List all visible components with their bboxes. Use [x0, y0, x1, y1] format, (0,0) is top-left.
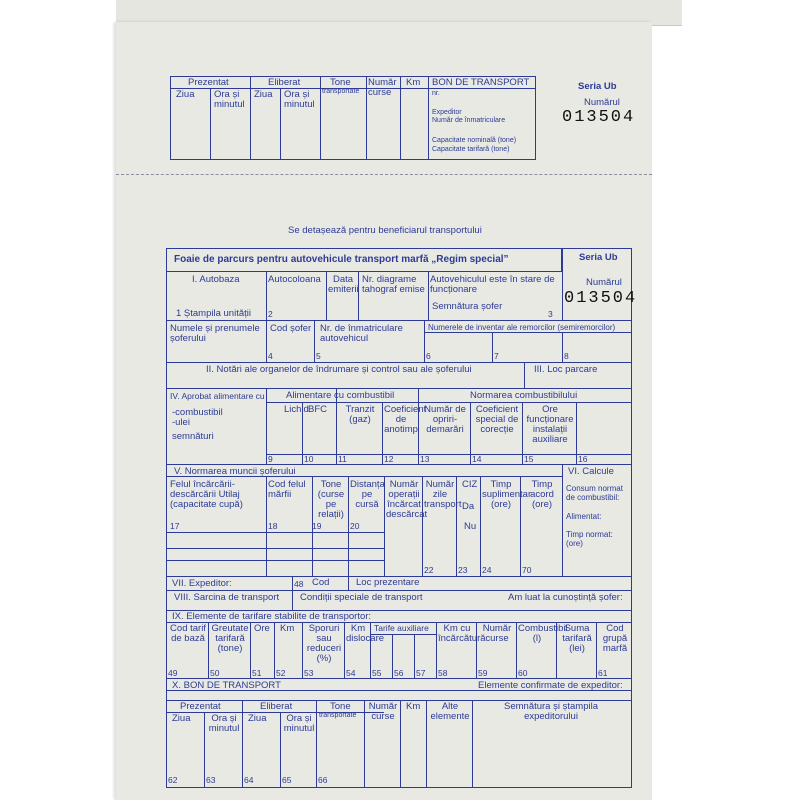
x-tone: Tone — [330, 701, 351, 712]
field-number: 15 — [524, 454, 534, 464]
x-alte-elemente: Alte elemente — [430, 701, 470, 722]
field-number: 8 — [564, 351, 569, 361]
combustibil-litri-label: Combustibil (l) — [518, 623, 568, 644]
suma-tarifara-label: Suma tarifară (lei) — [562, 623, 592, 654]
detach-note: Se detașează pentru beneficiarul transportului — [288, 225, 482, 236]
x-transportate: transportate — [319, 712, 357, 719]
nr-opriri-label: Număr de opriri-demarări — [424, 404, 466, 435]
stub-bon: BON DE TRANSPORT — [432, 77, 530, 88]
field-number: 54 — [346, 668, 356, 678]
lichid-label: Lichid — [284, 404, 309, 415]
field-number: 22 — [424, 565, 434, 575]
field-number: 2 — [268, 309, 273, 319]
ore-label: Ore — [254, 623, 270, 634]
form-numarul: Numărul — [586, 277, 622, 288]
field-number: 57 — [416, 668, 426, 678]
field-number: 9 — [268, 454, 273, 464]
field-number: 17 — [170, 521, 180, 531]
confirmate-label: Elemente confirmate de expeditor: — [478, 680, 623, 691]
stampila-label: 1 Ștampila unității — [176, 308, 251, 319]
cod-sofer-label: Cod șofer — [270, 323, 312, 334]
field-number: 52 — [276, 668, 286, 678]
field-number: 18 — [268, 521, 278, 531]
x-numar-curse: Număr curse — [368, 701, 398, 722]
tranzit-label: Tranzit (gaz) — [345, 404, 375, 425]
x-prezentat: Prezentat — [180, 701, 221, 712]
sporuri-label: Sporuri sau reduceri (%) — [306, 623, 342, 664]
x-ziua-1: Ziua — [172, 713, 191, 724]
loc-prezentare-label: Loc prezentare — [356, 577, 420, 588]
field-number: 49 — [168, 668, 178, 678]
nr-diagrame-label: Nr. diagrame tahograf emise — [362, 274, 425, 295]
timp-suplimentar-label: Timp suplimentar (ore) — [482, 479, 532, 510]
stub-expeditor: Expeditor — [432, 109, 462, 116]
section-iii-label: III. Loc parcare — [534, 364, 598, 375]
conditii-label: Condiții speciale de transport — [300, 592, 423, 603]
numar-zile-label: Număr zile transport — [424, 479, 462, 510]
ore-functionare-label: Ore funcționare instalații auxiliare — [526, 404, 574, 445]
greutate-label: Greutate tarifară (tone) — [211, 623, 249, 654]
combustibil-label: -combustibil — [172, 407, 223, 418]
field-number: 58 — [438, 668, 448, 678]
field-number: 65 — [282, 775, 292, 785]
field-number: 53 — [304, 668, 314, 678]
x-ora-2: Ora și minutul — [283, 713, 315, 734]
ciz-da: Da — [462, 501, 475, 512]
section-viii-label: VIII. Sarcina de transport — [174, 592, 280, 603]
field-number: 6 — [426, 351, 431, 361]
stub-cap-tarifara: Capacitate tarifară (tone) — [432, 146, 510, 153]
tone-curse-label: Tone (curse pe relații) — [317, 479, 345, 520]
felul-label: Felul încărcării-descărcării Utilaj (capacitate cupă) — [170, 479, 243, 510]
normarea-combustibil-label: Normarea combustibilului — [470, 390, 578, 401]
x-ora-1: Ora și minutul — [208, 713, 240, 734]
stub-transportate: transportate — [322, 88, 360, 95]
timp-acord-label: Timp acord (ore) — [530, 479, 554, 510]
field-number: 61 — [598, 668, 608, 678]
stub-tone: Tone — [330, 77, 351, 88]
ciz-label: CIZ — [462, 479, 478, 490]
field-number: 14 — [472, 454, 482, 464]
stub-numarul: Numărul — [584, 97, 620, 108]
stub-cap-nominala: Capacitate nominală (tone) — [432, 137, 517, 144]
form-title: Foaie de parcurs pentru autovehicule transport marfă „Regim special” — [174, 254, 509, 265]
field-number: 70 — [522, 565, 532, 575]
stub-eliberat: Eliberat — [268, 77, 301, 88]
tarife-auxiliare-label: Tarife auxiliare — [374, 623, 429, 633]
x-ziua-2: Ziua — [248, 713, 267, 724]
x-semnatura-expeditor: Semnătura și ștampila expeditorului — [504, 701, 598, 722]
stub-ziua-2: Ziua — [254, 89, 273, 100]
nr-operatii-label: Număr operații încărcat descărcat — [386, 479, 428, 520]
form-serial-number: 013504 — [564, 289, 638, 308]
coef-special-label: Coeficient special de corecție — [475, 404, 519, 435]
field-number: 64 — [244, 775, 254, 785]
stub-seria: Seria Ub — [578, 81, 617, 92]
timp-normat-label: Timp normat: (ore) — [566, 530, 613, 548]
field-number: 23 — [458, 565, 468, 575]
x-eliberat: Eliberat — [260, 701, 293, 712]
km-dislocare-label: Km dislocare — [346, 623, 385, 644]
inventar-remorci-label: Numerele de inventar ale remorcilor (semiremorcilor) — [428, 323, 616, 332]
bfc-label: BFC — [308, 404, 327, 415]
field-number: 5 — [316, 351, 321, 361]
field-number: 24 — [482, 565, 492, 575]
autocoloana-label: Autocoloana — [268, 274, 321, 285]
numar-curse-label: Număr curse — [482, 623, 512, 644]
consum-normat-label: Consum normat de combustibil: — [566, 484, 623, 502]
nr-inmatriculare-auto-label: Nr. de înmatriculare autovehicul — [320, 323, 403, 344]
field-number: 59 — [478, 668, 488, 678]
field-number: 50 — [210, 668, 220, 678]
stub-ora-1: Ora și minutul — [214, 89, 245, 110]
section-v-label: V. Normarea muncii șoferului — [174, 466, 296, 477]
field-number: 13 — [420, 454, 430, 464]
field-number: 48 — [294, 579, 304, 589]
field-number: 11 — [338, 454, 347, 464]
field-number: 10 — [304, 454, 314, 464]
field-number: 62 — [168, 775, 178, 785]
field-number: 4 — [268, 351, 273, 361]
section-ii-label: II. Notări ale organelor de îndrumare și control sau ale șoferului — [206, 364, 472, 375]
stub-ora-2: Ora și minutul — [284, 89, 315, 110]
field-number: 12 — [384, 454, 394, 464]
field-number: 3 — [548, 309, 553, 319]
cod-grupa-label: Cod grupă marfă — [602, 623, 628, 654]
field-number: 60 — [518, 668, 528, 678]
field-number: 63 — [206, 775, 216, 785]
stare-label: Autovehiculul este în stare de funcționare — [430, 274, 555, 295]
am-luat-label: Am luat la cunoștință șofer: — [508, 592, 623, 603]
field-number: 16 — [578, 454, 588, 464]
distanta-label: Distanța pe cursă — [350, 479, 385, 510]
form-seria: Seria Ub — [579, 252, 618, 263]
stub-ziua-1: Ziua — [176, 89, 195, 100]
alimentat-label: Alimentat: — [566, 512, 602, 521]
stub-nr: nr. — [432, 90, 440, 97]
field-number: 19 — [312, 521, 322, 531]
data-emiterii-label: Data emiterii — [328, 274, 359, 295]
km-label: Km — [280, 623, 295, 634]
field-number: 56 — [394, 668, 404, 678]
section-ix-label: IX. Elemente de tarifare stabilite de transportor: — [172, 611, 372, 622]
ciz-nu: Nu — [464, 521, 477, 532]
nume-sofer-label: Numele și prenumele șoferului — [170, 323, 260, 344]
cod-label: Cod — [312, 577, 330, 588]
coef-anotimp-label: Coeficient de anotimp — [384, 404, 427, 435]
stub-nr-inmatriculare: Număr de înmatriculare — [432, 117, 506, 124]
field-number: 7 — [494, 351, 499, 361]
field-number: 51 — [252, 668, 262, 678]
stub-km: Km — [406, 77, 421, 88]
field-number: 55 — [372, 668, 382, 678]
waybill-sheet — [116, 22, 652, 800]
stub-serial-number: 013504 — [562, 108, 636, 127]
section-vii-label: VII. Expeditor: — [172, 578, 232, 589]
cod-tarif-label: Cod tarif de bază — [170, 623, 206, 644]
stub-prezentat: Prezentat — [188, 77, 229, 88]
field-number: 66 — [318, 775, 328, 785]
alimentare-label: Alimentare cu combustibil — [286, 390, 395, 401]
section-iv-label: IV. Aprobat alimentare cu — [170, 391, 265, 401]
semnaturi-label: semnături — [172, 431, 214, 442]
km-incarcatura-label: Km cu încărcătură — [438, 623, 486, 644]
section-x-label: X. BON DE TRANSPORT — [172, 680, 281, 691]
x-km: Km — [406, 701, 421, 712]
cod-felul-label: Cod felul mărfii — [268, 479, 306, 500]
stub-numar-curse: Număr curse — [368, 77, 397, 98]
semnatura-sofer-label: Semnătura șofer — [432, 301, 503, 312]
field-number: 20 — [350, 521, 360, 531]
autobaza-label: I. Autobaza — [192, 274, 240, 285]
ulei-label: -ulei — [172, 417, 190, 428]
perforation-line — [116, 174, 652, 175]
section-vi-label: VI. Calcule — [568, 466, 614, 477]
